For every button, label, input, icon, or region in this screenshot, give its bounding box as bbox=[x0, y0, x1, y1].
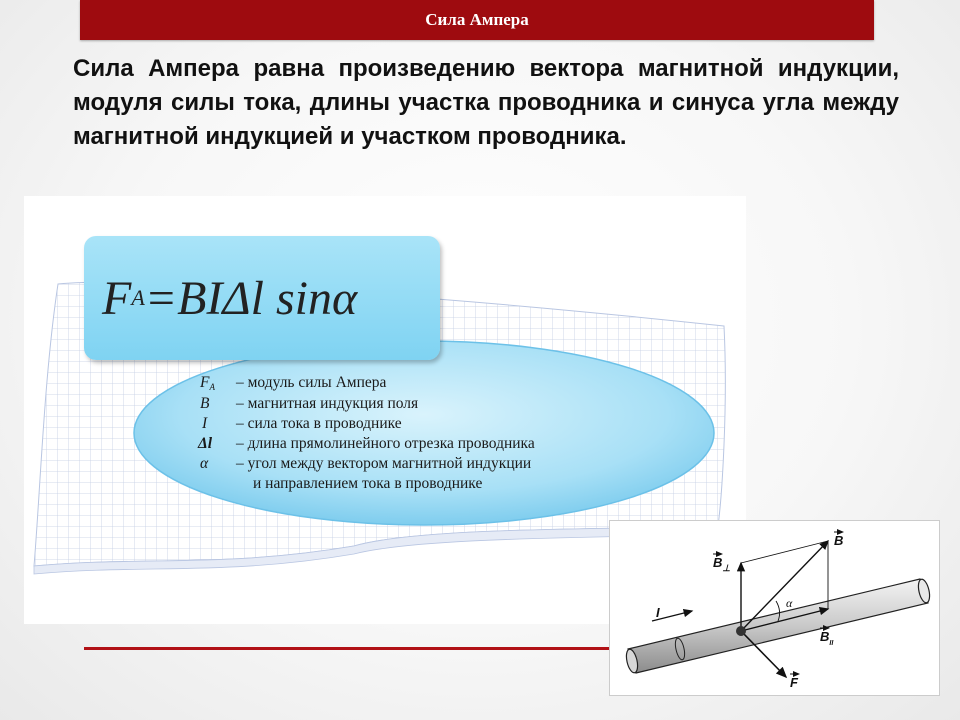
legend-ellipse bbox=[134, 341, 714, 525]
legend-symbol: I bbox=[202, 415, 208, 432]
label-i: I bbox=[656, 605, 660, 620]
legend-symbol: Δl bbox=[198, 435, 213, 452]
legend-item: – угол между вектором магнитной индукции bbox=[236, 455, 532, 472]
label-b-par: $B_{II}$ bbox=[820, 629, 834, 647]
legend-symbol: B bbox=[200, 395, 210, 412]
accent-divider bbox=[84, 647, 612, 650]
definition-paragraph: Сила Ампера равна произведению вектора магнитной индукции, модуля силы тока, длины участка проводника и синуса угла между магнитной индукцией и участком проводника. bbox=[73, 55, 899, 150]
ampere-formula-box bbox=[84, 236, 440, 360]
label-f: F bbox=[790, 675, 798, 690]
legend-item: – модуль силы Ампера bbox=[236, 374, 387, 391]
conductor-diagram bbox=[609, 520, 940, 696]
formula-lhs: F bbox=[102, 271, 132, 325]
label-alpha: α bbox=[786, 596, 793, 610]
label-b: B bbox=[834, 533, 844, 548]
conductor-vector-diagram bbox=[610, 521, 941, 697]
legend-item: – длина прямолинейного отрезка проводника bbox=[236, 435, 535, 452]
legend-symbol: α bbox=[200, 455, 209, 472]
legend-item: – сила тока в проводнике bbox=[236, 415, 402, 432]
formula-lhs-subscript: A bbox=[131, 285, 145, 310]
legend-item: – магнитная индукция поля bbox=[236, 395, 419, 412]
conductor-point bbox=[736, 626, 746, 636]
formula-rhs: =BIΔl sinα bbox=[144, 271, 358, 325]
legend-item: и направлением тока в проводнике bbox=[253, 475, 483, 492]
slide-title: Сила Ампера bbox=[425, 10, 529, 29]
slide-title-bar bbox=[80, 0, 874, 40]
label-b-perp: $B_\perp$ bbox=[713, 555, 731, 573]
legend-symbol: FA bbox=[200, 374, 215, 392]
